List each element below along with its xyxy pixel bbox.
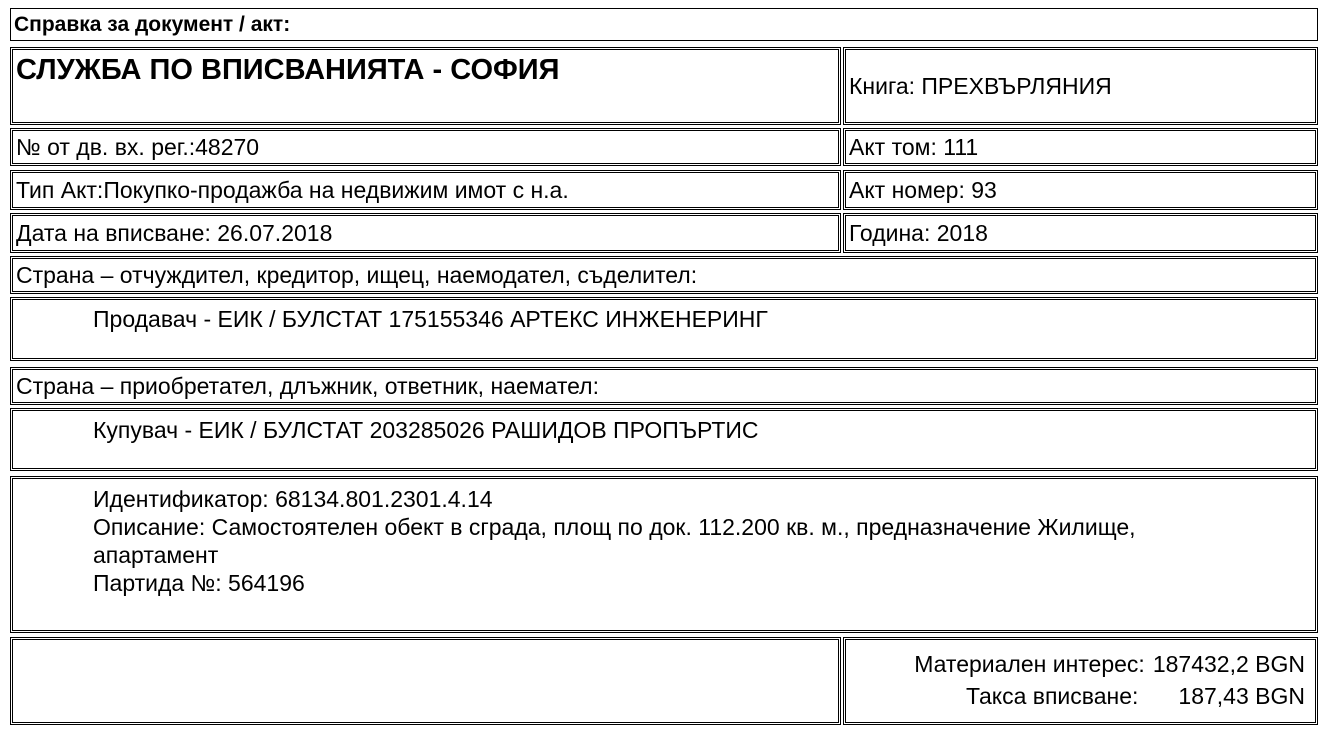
act-number-cell <box>843 170 1318 210</box>
act-type-cell <box>10 170 841 210</box>
office-name-cell <box>10 47 841 125</box>
book-label: Книга: ПРЕХВЪРЛЯНИЯ <box>849 73 1112 99</box>
material-interest-row <box>846 650 1305 678</box>
party-to-heading-cell <box>10 367 1318 405</box>
entry-fee-label: Такса вписване: <box>965 683 1139 709</box>
act-number: Акт номер: 93 <box>849 177 997 203</box>
act-type: Тип Акт:Покупко-продажба на недвижим имот с н.а. <box>16 177 569 203</box>
party-from-heading: Страна – отчуждител, кредитор, ищец, наемодател, съделител: <box>16 262 698 288</box>
entry-fee-row <box>846 682 1305 710</box>
empty-cell <box>10 637 841 725</box>
year-cell <box>843 213 1318 253</box>
volume-cell <box>843 128 1318 166</box>
party-to-entry-cell <box>10 408 1318 471</box>
party-to-heading: Страна – приобретател, длъжник, ответник, наемател: <box>16 373 599 399</box>
property-lot: Партида №: 564196 <box>93 570 305 596</box>
material-interest-value: 187432,2 BGN <box>1152 651 1305 677</box>
fees-cell <box>843 637 1318 725</box>
party-from-entry: Продавач - ЕИК / БУЛСТАТ 175155346 АРТЕКС ИНЖЕНЕРИНГ <box>93 306 768 332</box>
office-name: СЛУЖБА ПО ВПИСВАНИЯТА - СОФИЯ <box>16 54 560 86</box>
party-from-entry-cell <box>10 297 1318 361</box>
document-caption <box>10 8 1318 41</box>
party-to-entry: Купувач - ЕИК / БУЛСТАТ 203285026 РАШИДОВ ПРОПЪРТИС <box>93 417 759 443</box>
incoming-reg: № от дв. вх. рег.:48270 <box>16 134 260 160</box>
entry-fee-value: 187,43 BGN <box>1178 683 1305 709</box>
party-from-heading-cell <box>10 256 1318 294</box>
property-details-cell <box>10 476 1318 633</box>
entry-date-cell <box>10 213 841 253</box>
property-identifier: Идентификатор: 68134.801.2301.4.14 <box>93 486 493 512</box>
act-volume: Акт том: 111 <box>849 134 979 160</box>
document-caption-text: Справка за документ / акт: <box>14 12 291 36</box>
act-year: Година: 2018 <box>849 220 988 246</box>
property-description-line1: Описание: Самостоятелен обект в сграда, площ по док. 112.200 кв. м., предназначение Жилище, <box>93 514 1136 540</box>
material-interest-label: Материален интерес: <box>914 651 1145 677</box>
incoming-reg-cell <box>10 128 841 166</box>
entry-date: Дата на вписване: 26.07.2018 <box>16 220 333 246</box>
property-description-line2: апартамент <box>93 542 219 568</box>
book-cell <box>843 47 1318 125</box>
